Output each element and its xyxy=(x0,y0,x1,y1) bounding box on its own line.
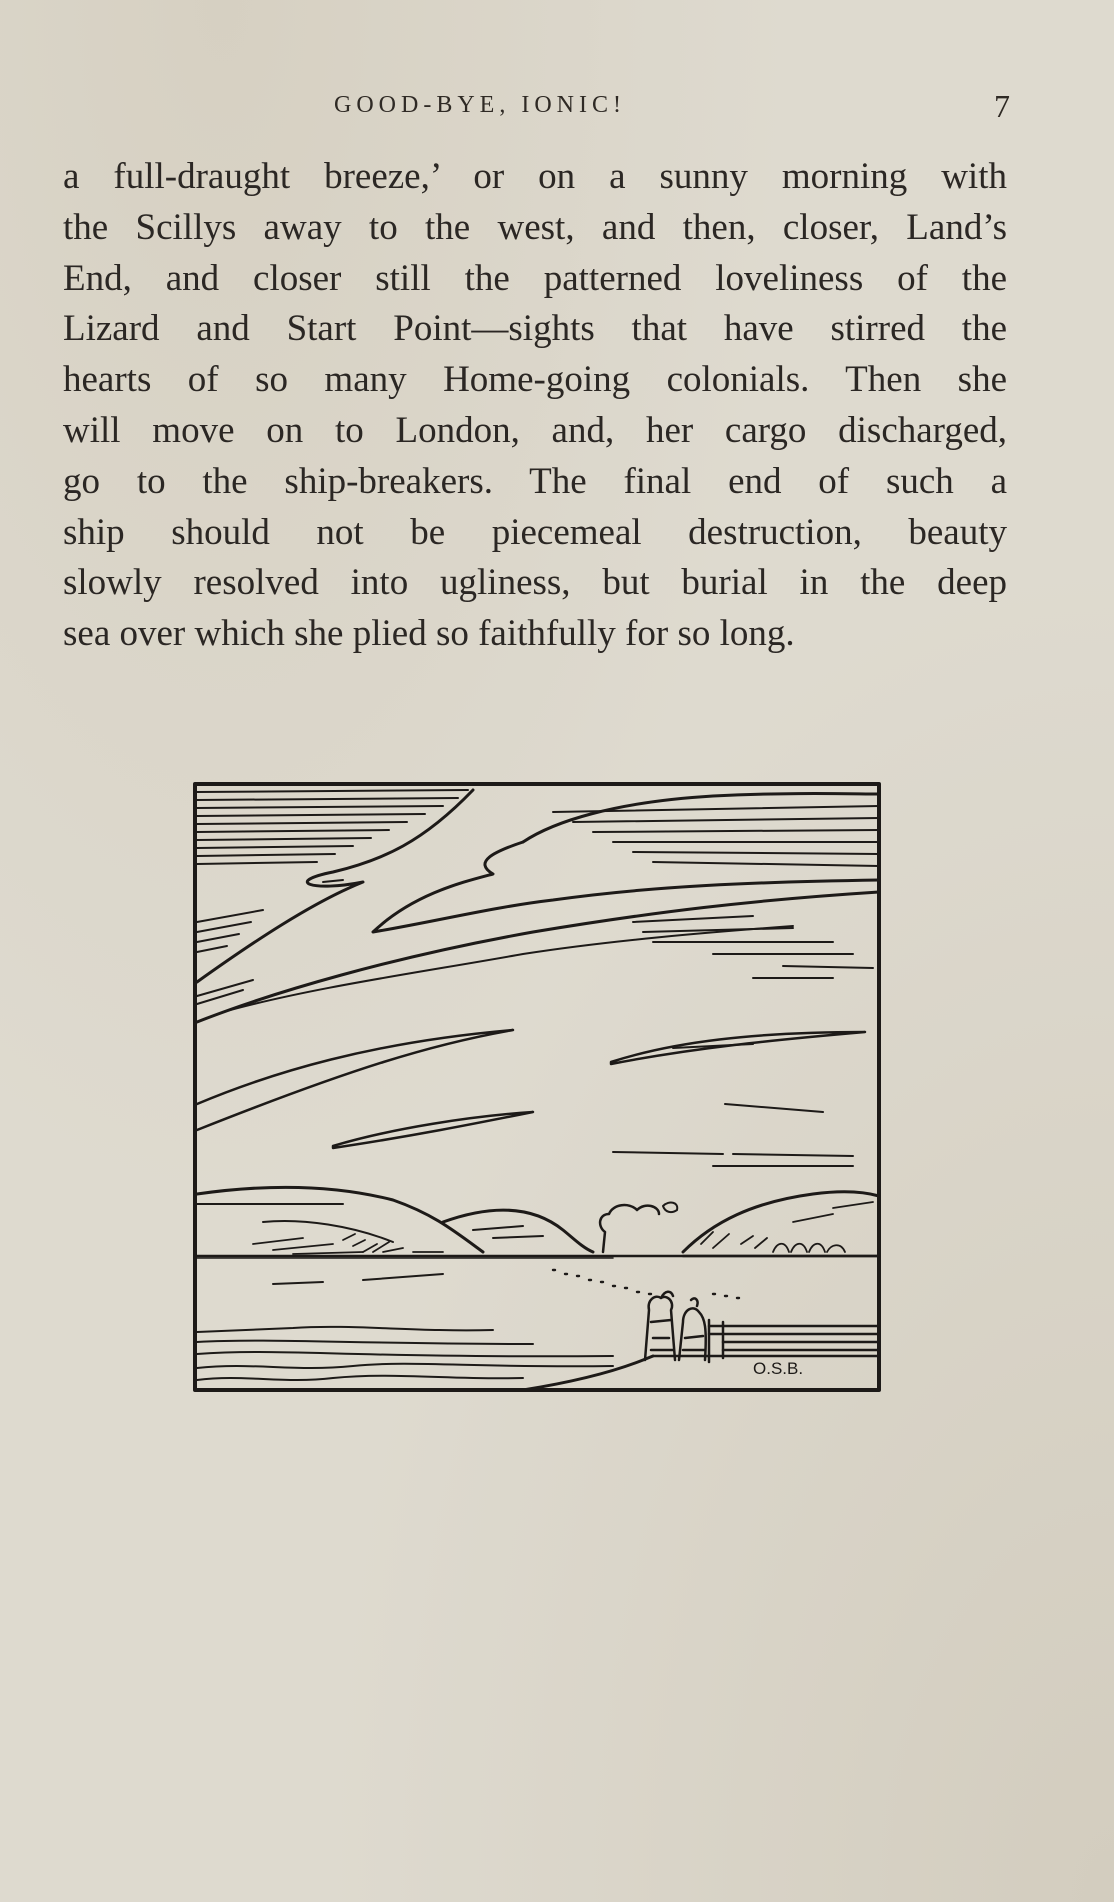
right-headland-hatching xyxy=(701,1202,873,1252)
text-line: Lizard and Start Point—sights that have stirred the xyxy=(63,308,1007,350)
ship-smoke xyxy=(600,1205,659,1252)
streak-cloud-1 xyxy=(197,1030,513,1130)
mid-cloud-band xyxy=(197,892,879,1022)
left-headland-hatching xyxy=(253,1234,443,1254)
upper-cloud-hatching xyxy=(553,806,879,866)
illustration-frame xyxy=(195,784,879,1390)
text-line: go to the ship-breakers. The final end of such a xyxy=(63,460,1007,502)
dotted-path xyxy=(553,1270,739,1298)
text-line: a full-draught breeze,’ or on a sunny morning with xyxy=(63,156,1007,197)
sky-hatching-left xyxy=(197,790,468,864)
seascape-drawing xyxy=(193,782,881,1392)
text-line: End, and closer still the patterned loveliness of the xyxy=(63,257,1007,299)
text-line: hearts of so many Home-going colonials. Then she xyxy=(63,359,1007,401)
mid-cloud-hatching xyxy=(197,916,873,1004)
text-line: sea over which she plied so faithfully for so long. xyxy=(63,613,795,655)
artist-signature: O.S.B. xyxy=(753,1359,804,1378)
cloud-hatching xyxy=(197,880,343,952)
foreground-shore xyxy=(523,1356,653,1390)
seascape-illustration xyxy=(193,782,881,1392)
sea-lines xyxy=(197,1274,613,1380)
middle-hill xyxy=(443,1210,593,1252)
page-number: 7 xyxy=(994,88,1010,124)
body-paragraph xyxy=(63,152,1007,660)
text-line: will move on to London, and, her cargo discharged, xyxy=(63,409,1007,451)
left-headland xyxy=(197,1187,483,1252)
figures xyxy=(645,1292,706,1360)
text-line: the Scillys away to the west, and then, closer, Land’s xyxy=(63,206,1007,248)
text-line: slowly resolved into ugliness, but burial in the deep xyxy=(63,562,1007,604)
streak-cloud-2 xyxy=(333,1112,533,1148)
text-line: ship should not be piecemeal destruction, beauty xyxy=(63,511,1007,553)
running-title: GOOD-BYE, IONIC! xyxy=(334,92,626,118)
streak-cloud-3 xyxy=(611,1032,865,1064)
running-head xyxy=(60,88,1010,128)
